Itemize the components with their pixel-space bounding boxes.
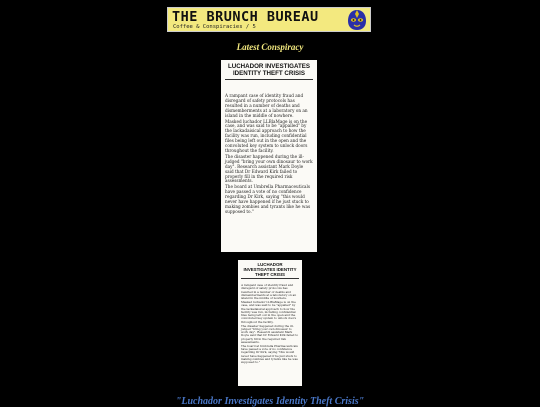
thumbnail-paragraph: A rampant case of identity fraud and disregard of safety protocols has resulted in a number of deaths and dismemberments at a laboratory on an island in the middle of nowhere.: [241, 283, 297, 301]
newspaper-clipping-thumbnail[interactable]: [238, 260, 302, 386]
thumbnail-paragraph: The board at Umbrella Pharmaceuticals have passed a vote of no confidence regarding Dr Kirk, saying "this would never have happened if he just stuck to making zombies and tyrants like he was supposed to.": [241, 343, 298, 365]
clipping-paragraph: Masked luchador LLBlaMage is on the case, and was said to be "appalled" by the lackadaisical approach to how the facility was run, including confidential files being left out in the open and the convoluted key system to unlock doors throughout the facility.: [225, 118, 308, 153]
site-banner[interactable]: [167, 7, 371, 32]
thumbnail-body: [241, 284, 299, 365]
article-caption-link[interactable]: "Luchador Investigates Identity Theft Crisis": [175, 396, 365, 407]
thumbnail-paragraph: Masked luchador LLBlaMage is on the case, and was said to be "appalled" by the lackadaisical approach to how the facility was run, including confidential files being left out in the open and the convoluted key system to unlock doors throughout the facility.: [241, 299, 297, 324]
clipping-paragraph: The disaster happened during the ill-judged "bring your own dinosaur to work day". Research assistant Mark Doyle said that Dr Edward Kirk failed to properly fill in the required risk assessments.: [225, 153, 313, 184]
section-title: Latest Conspiracy: [236, 42, 304, 52]
site-subtitle: Coffee & Conspiracies / 5: [173, 24, 256, 30]
clipping-paragraph: The board at Umbrella Pharmaceuticals have passed a vote of no confidence regarding Dr Kirk, saying "this would never have happened if he just stuck to making zombies and tyrants like he was supposed to.": [225, 184, 311, 214]
clipping-headline: LUCHADOR INVESTIGATES IDENTITY THEFT CRISIS: [225, 63, 313, 80]
site-title: THE BRUNCH BUREAU: [172, 9, 319, 25]
newspaper-clipping-large[interactable]: [221, 60, 317, 252]
clipping-paragraph: A rampant case of identity fraud and disregard of safety protocols has resulted in a number of deaths and dismemberments at a laboratory on an island in the middle of nowhere.: [225, 93, 308, 118]
luchador-mask-icon: [346, 9, 368, 31]
thumbnail-paragraph: The disaster happened during the ill-judged "bring your own dinosaur to work day". Research assistant Mark Doyle said that Dr Edward Kirk failed to properly fill in the required risk assessments.: [241, 323, 299, 345]
clipping-body: [225, 94, 313, 215]
thumbnail-headline: LUCHADOR INVESTIGATES IDENTITY THEFT CRISIS: [241, 262, 299, 279]
